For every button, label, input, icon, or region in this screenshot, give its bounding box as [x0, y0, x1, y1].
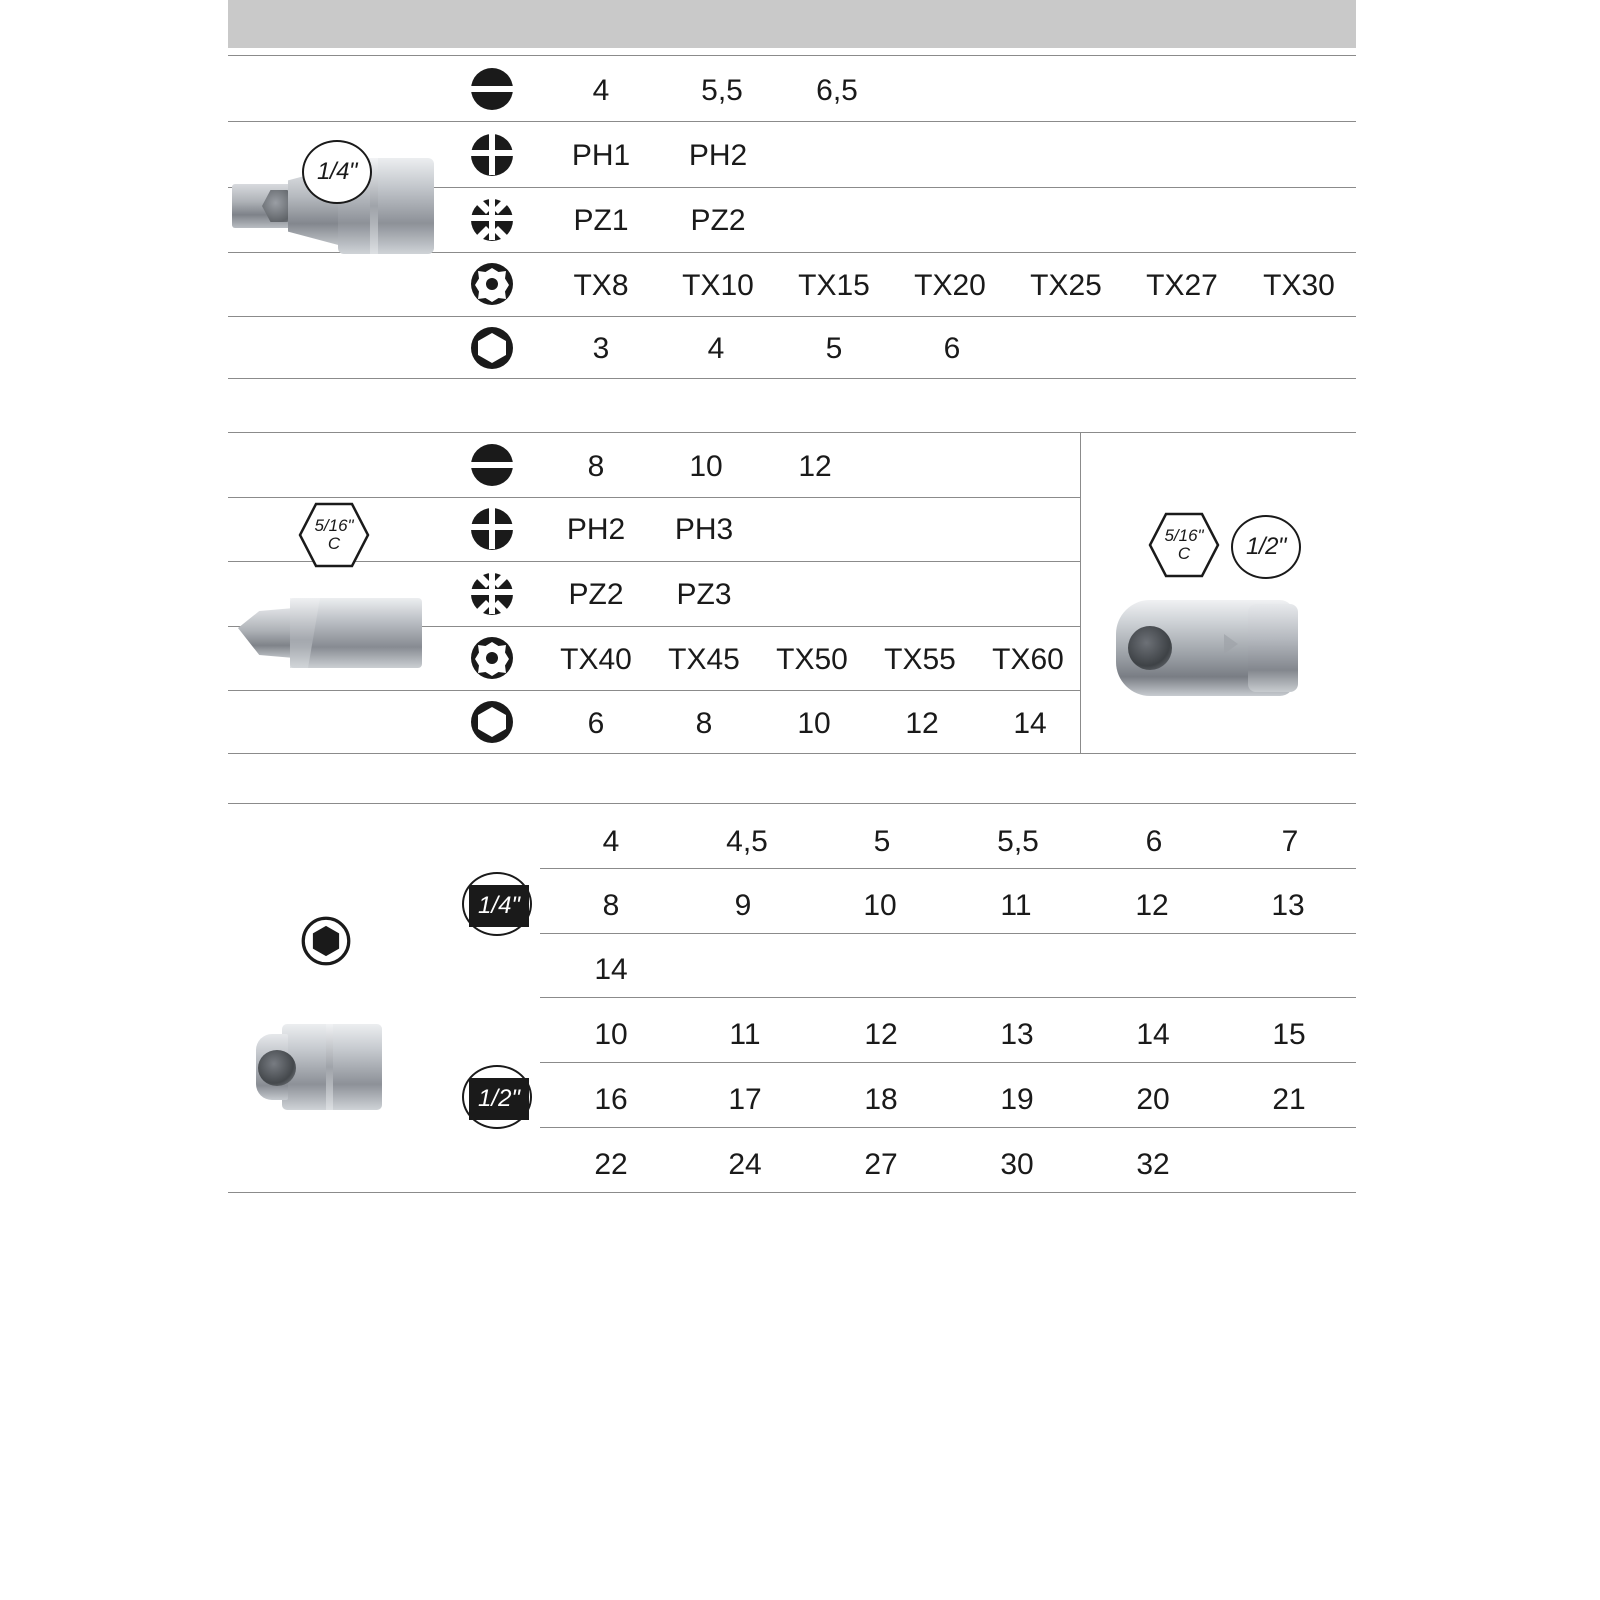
section3-rule-r4 [540, 1062, 1356, 1063]
s1-r3-v1: PZ1 [573, 204, 629, 237]
s2-r5-v5: 14 [1013, 707, 1047, 740]
phillips-bit-icon [466, 503, 518, 555]
torx-bit-icon [466, 632, 518, 684]
section2-rule-bottom [228, 753, 1356, 754]
s3-g2-r2-v3: 18 [864, 1083, 898, 1116]
s3-g1-r2-v6: 13 [1271, 889, 1305, 922]
s1-r5-v4: 6 [943, 332, 961, 365]
s1-r1-v2: 5,5 [701, 74, 743, 107]
section2-divider [1080, 432, 1081, 754]
s3-g1-r3-v1: 14 [594, 953, 628, 986]
s2-r1-v2: 10 [689, 450, 723, 483]
adapter-badge-label-line2: C [1177, 544, 1191, 563]
s3-g1-r2-v3: 10 [863, 889, 897, 922]
s2-r2-v1: PH2 [566, 513, 626, 546]
drive-badge-five-sixteenths [298, 502, 370, 568]
s3-g1-r2-v4: 11 [1000, 889, 1032, 922]
adapter-badge-five-sixteenths [1148, 512, 1220, 578]
s2-r4-v1: TX40 [560, 643, 632, 676]
drive-badge-quarter-inch [302, 140, 372, 204]
socket-badge-half-inch-inner [469, 1078, 529, 1120]
s3-g1-r1-v3: 5 [873, 825, 891, 858]
s2-r5-v3: 10 [797, 707, 831, 740]
s3-g1-r2-v1: 8 [602, 889, 620, 922]
section1-rule-r1 [228, 121, 1356, 122]
s1-r3-v2: PZ2 [690, 204, 746, 237]
section3-rule-r2 [540, 933, 1356, 934]
s2-r5-v1: 6 [587, 707, 605, 740]
s2-r2-v2: PH3 [674, 513, 734, 546]
s1-r1-v3: 6,5 [816, 74, 858, 107]
s2-r4-v5: TX60 [992, 643, 1064, 676]
section3-rule-r3 [540, 997, 1356, 998]
s3-g2-r1-v1: 10 [594, 1018, 628, 1051]
s1-r5-v1: 3 [592, 332, 610, 365]
s3-g2-r1-v6: 15 [1272, 1018, 1306, 1051]
s1-r4-v7: TX30 [1263, 269, 1335, 302]
s3-g2-r2-v1: 16 [594, 1083, 628, 1116]
drive-badge-label-line1: 5/16" [314, 516, 354, 536]
s1-r4-v1: TX8 [573, 269, 629, 302]
s3-g1-r2-v5: 12 [1135, 889, 1169, 922]
adapter-badge-half-inch-label: 1/2" [1246, 533, 1286, 560]
s1-r1-v1: 4 [592, 74, 610, 107]
s3-g1-r1-v2: 4,5 [726, 825, 768, 858]
s3-g2-r3-v3: 27 [864, 1148, 898, 1181]
pozidriv-bit-icon [466, 568, 518, 620]
s1-r5-v3: 5 [825, 332, 843, 365]
s1-r4-v3: TX15 [798, 269, 870, 302]
section1-rule-r4 [228, 316, 1356, 317]
s3-g2-r2-v6: 21 [1272, 1083, 1306, 1116]
top-banner [228, 0, 1356, 48]
s1-r5-v2: 4 [707, 332, 725, 365]
drive-badge-label-line2: C [327, 534, 341, 553]
socket-badge-quarter-inch-label: 1/4" [478, 892, 520, 919]
five-sixteenths-bit-photo [238, 570, 428, 700]
phillips-bit-icon [466, 129, 518, 181]
section3-rule-r5 [540, 1127, 1356, 1128]
s2-r4-v4: TX55 [884, 643, 956, 676]
socket-badge-half-inch-label: 1/2" [478, 1085, 520, 1112]
torx-bit-icon [466, 258, 518, 310]
slotted-bit-icon [466, 439, 518, 491]
socket-badge-half-inch [462, 1065, 532, 1129]
s1-r4-v4: TX20 [914, 269, 986, 302]
s3-g2-r1-v3: 12 [864, 1018, 898, 1051]
s1-r4-v5: TX25 [1030, 269, 1102, 302]
section3-rule-bottom [228, 1192, 1356, 1193]
s3-g2-r3-v5: 32 [1136, 1148, 1170, 1181]
s2-r1-v1: 8 [587, 450, 605, 483]
drive-badge-label: 1/4" [317, 158, 357, 185]
s2-r5-v4: 12 [905, 707, 939, 740]
section2-rule-r1 [228, 497, 1080, 498]
s3-g1-r1-v5: 6 [1145, 825, 1163, 858]
s1-r4-v2: TX10 [682, 269, 754, 302]
section3-rule-top [228, 803, 1356, 804]
s3-g2-r1-v5: 14 [1136, 1018, 1170, 1051]
s3-g1-r2-v2: 9 [734, 889, 752, 922]
s1-r4-v6: TX27 [1146, 269, 1218, 302]
section1-rule-bottom [228, 378, 1356, 379]
s3-g1-r1-v6: 7 [1281, 825, 1299, 858]
section1-rule-top [228, 55, 1356, 56]
section3-rule-r1 [540, 868, 1356, 869]
hex-bit-icon [466, 696, 518, 748]
slotted-bit-icon [466, 63, 518, 115]
s3-g2-r1-v2: 11 [729, 1018, 761, 1051]
s3-g2-r3-v1: 22 [594, 1148, 628, 1181]
s2-r5-v2: 8 [695, 707, 713, 740]
socket-badge-quarter-inch [462, 872, 532, 936]
s2-r3-v2: PZ3 [676, 578, 732, 611]
s3-g2-r2-v4: 19 [1000, 1083, 1034, 1116]
s2-r3-v1: PZ2 [568, 578, 624, 611]
s3-g2-r3-v2: 24 [728, 1148, 762, 1181]
s3-g2-r2-v2: 17 [728, 1083, 762, 1116]
s1-r2-v1: PH1 [571, 139, 631, 172]
pozidriv-bit-icon [466, 194, 518, 246]
hex-socket-icon [300, 915, 352, 967]
s1-r2-v2: PH2 [688, 139, 748, 172]
s3-g2-r1-v4: 13 [1000, 1018, 1034, 1051]
socket-badge-quarter-inch-inner [469, 885, 529, 927]
s3-g1-r1-v1: 4 [602, 825, 620, 858]
s2-r4-v2: TX45 [668, 643, 740, 676]
s3-g1-r1-v4: 5,5 [997, 825, 1039, 858]
adapter-badge-label-line1: 5/16" [1164, 526, 1204, 546]
bit-adapter-photo [1116, 570, 1306, 700]
s3-g2-r3-v4: 30 [1000, 1148, 1034, 1181]
socket-photo [238, 1000, 418, 1140]
section2-rule-top [228, 432, 1356, 433]
s2-r1-v3: 12 [798, 450, 832, 483]
s2-r4-v3: TX50 [776, 643, 848, 676]
hex-bit-icon [466, 322, 518, 374]
s3-g2-r2-v5: 20 [1136, 1083, 1170, 1116]
